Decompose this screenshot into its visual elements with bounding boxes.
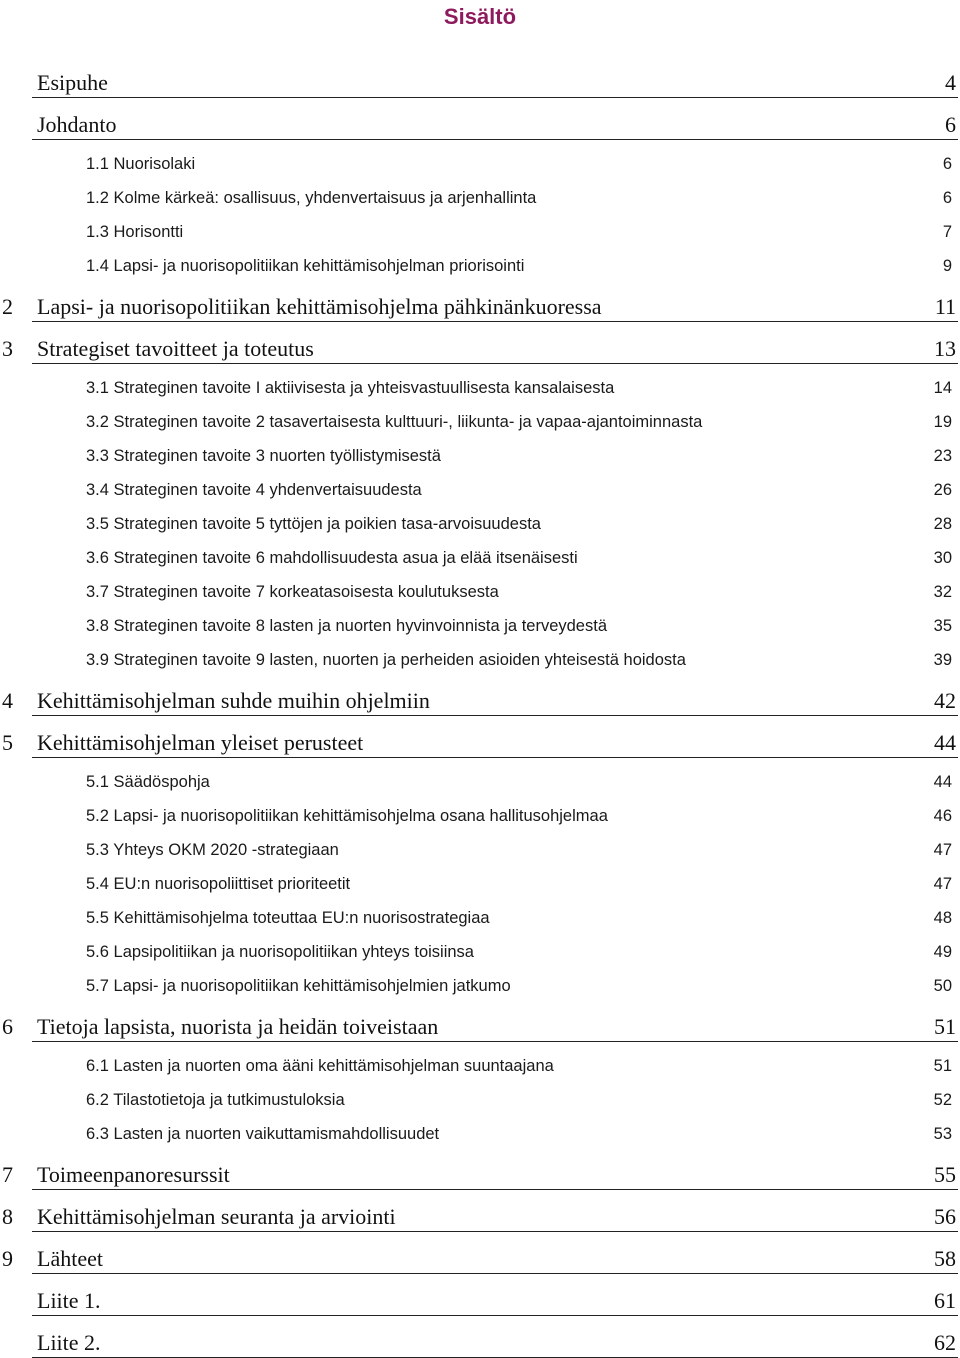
chapter-divider (32, 97, 958, 98)
chapter-page-number: 56 (934, 1204, 956, 1229)
section-page-number: 50 (933, 977, 952, 995)
chapter-divider (32, 1273, 958, 1274)
section-title: 3.3 Strateginen tavoite 3 nuorten työllistymisestä (86, 447, 441, 465)
toc-section[interactable] (0, 1088, 960, 1112)
chapter-number: 2 (2, 294, 13, 319)
section-page-number: 48 (933, 909, 952, 927)
section-page-number: 47 (933, 841, 952, 859)
section-page-number: 23 (933, 447, 952, 465)
section-title: 3.6 Strateginen tavoite 6 mahdollisuudesta asua ja elää itsenäisesti (86, 549, 578, 567)
chapter-number: 9 (2, 1246, 13, 1271)
toc-section[interactable] (0, 974, 960, 998)
chapter-divider (32, 715, 958, 716)
toc-section[interactable] (0, 906, 960, 930)
chapter-page-number: 13 (934, 336, 956, 361)
chapter-number: 3 (2, 336, 13, 361)
chapter-number: 6 (2, 1014, 13, 1039)
toc-section[interactable] (0, 376, 960, 400)
section-title: 5.2 Lapsi- ja nuorisopolitiikan kehittämisohjelma osana hallitusohjelmaa (86, 807, 608, 825)
toc-chapter[interactable] (0, 728, 960, 758)
section-page-number: 32 (933, 583, 952, 601)
chapter-title: Lapsi- ja nuorisopolitiikan kehittämisohjelma pähkinänkuoressa (37, 294, 602, 319)
chapter-title: Toimeenpanoresurssit (37, 1162, 230, 1187)
toc-section[interactable] (0, 410, 960, 434)
toc-section[interactable] (0, 648, 960, 672)
section-page-number: 35 (933, 617, 952, 635)
toc-section[interactable] (0, 1122, 960, 1146)
section-page-number: 47 (933, 875, 952, 893)
toc-chapter[interactable] (0, 1012, 960, 1042)
section-title: 5.3 Yhteys OKM 2020 -strategiaan (86, 841, 339, 859)
chapter-title: Liite 2. (37, 1330, 101, 1355)
chapter-page-number: 6 (945, 112, 956, 137)
chapter-title: Strategiset tavoitteet ja toteutus (37, 336, 314, 361)
section-page-number: 14 (933, 379, 952, 397)
chapter-number: 8 (2, 1204, 13, 1229)
toc-section[interactable] (0, 186, 960, 210)
section-page-number: 28 (933, 515, 952, 533)
chapter-page-number: 58 (934, 1246, 956, 1271)
toc-section[interactable] (0, 152, 960, 176)
chapter-divider (32, 1189, 958, 1190)
section-page-number: 44 (933, 773, 952, 791)
chapter-page-number: 11 (934, 294, 956, 319)
toc-section[interactable] (0, 254, 960, 278)
chapter-page-number: 55 (934, 1162, 956, 1187)
section-page-number: 7 (942, 223, 952, 241)
section-page-number: 39 (933, 651, 952, 669)
section-page-number: 30 (933, 549, 952, 567)
toc-chapter[interactable] (0, 1202, 960, 1232)
chapter-divider (32, 1231, 958, 1232)
toc-chapter[interactable] (0, 1286, 960, 1316)
chapter-number: 5 (2, 730, 13, 755)
chapter-title: Kehittämisohjelman yleiset perusteet (37, 730, 364, 755)
chapter-divider (32, 1315, 958, 1316)
section-title: 3.2 Strateginen tavoite 2 tasavertaisesta kulttuuri-, liikunta- ja vapaa-ajantoiminnasta (86, 413, 703, 431)
toc-section[interactable] (0, 872, 960, 896)
section-title: 1.1 Nuorisolaki (86, 155, 196, 173)
chapter-title: Liite 1. (37, 1288, 101, 1313)
section-title: 3.1 Strateginen tavoite I aktiivisesta ja yhteisvastuullisesta kansalaisesta (86, 379, 615, 397)
toc-section[interactable] (0, 580, 960, 604)
section-title: 5.6 Lapsipolitiikan ja nuorisopolitiikan yhteys toisiinsa (86, 943, 474, 961)
toc-section[interactable] (0, 512, 960, 536)
toc-section[interactable] (0, 1054, 960, 1078)
section-page-number: 53 (933, 1125, 952, 1143)
section-title: 5.5 Kehittämisohjelma toteuttaa EU:n nuorisostrategiaa (86, 909, 490, 927)
chapter-divider (32, 363, 958, 364)
toc-section[interactable] (0, 804, 960, 828)
chapter-title: Lähteet (37, 1246, 103, 1271)
chapter-title: Johdanto (37, 112, 117, 137)
section-page-number: 49 (933, 943, 952, 961)
chapter-page-number: 61 (934, 1288, 956, 1313)
section-title: 6.2 Tilastotietoja ja tutkimustuloksia (86, 1091, 345, 1109)
chapter-divider (32, 1041, 958, 1042)
chapter-number: 7 (2, 1162, 13, 1187)
section-title: 6.3 Lasten ja nuorten vaikuttamismahdollisuudet (86, 1125, 440, 1143)
chapter-page-number: 4 (945, 70, 956, 95)
section-title: 3.8 Strateginen tavoite 8 lasten ja nuorten hyvinvoinnista ja terveydestä (86, 617, 607, 635)
toc-chapter[interactable] (0, 292, 960, 322)
toc-section[interactable] (0, 546, 960, 570)
toc-chapter[interactable] (0, 1328, 960, 1358)
chapter-page-number: 42 (934, 688, 956, 713)
section-title: 5.1 Säädöspohja (86, 773, 210, 791)
chapter-page-number: 62 (934, 1330, 956, 1355)
section-title: 6.1 Lasten ja nuorten oma ääni kehittämisohjelman suuntaajana (86, 1057, 554, 1075)
chapter-title: Esipuhe (37, 70, 108, 95)
chapter-page-number: 44 (934, 730, 956, 755)
toc-section[interactable] (0, 444, 960, 468)
toc-section[interactable] (0, 940, 960, 964)
toc-chapter[interactable] (0, 686, 960, 716)
page-title: Sisältö (443, 4, 517, 29)
section-title: 1.2 Kolme kärkeä: osallisuus, yhdenvertaisuus ja arjenhallinta (86, 189, 537, 207)
toc-chapter[interactable] (0, 1160, 960, 1190)
section-title: 1.4 Lapsi- ja nuorisopolitiikan kehittämisohjelman priorisointi (86, 257, 525, 275)
section-page-number: 6 (942, 189, 952, 207)
section-page-number: 52 (933, 1091, 952, 1109)
toc-chapter[interactable] (0, 1244, 960, 1274)
toc-section[interactable] (0, 220, 960, 244)
chapter-page-number: 51 (934, 1014, 956, 1039)
section-page-number: 46 (933, 807, 952, 825)
toc-chapter[interactable] (0, 334, 960, 364)
chapter-number: 4 (2, 688, 13, 713)
toc-section[interactable] (0, 838, 960, 862)
section-page-number: 51 (933, 1057, 952, 1075)
toc-section[interactable] (0, 614, 960, 638)
section-title: 5.4 EU:n nuorisopoliittiset prioriteetit (86, 875, 351, 893)
chapter-divider (32, 757, 958, 758)
chapter-title: Kehittämisohjelman suhde muihin ohjelmiin (37, 688, 430, 713)
section-title: 5.7 Lapsi- ja nuorisopolitiikan kehittämisohjelmien jatkumo (86, 977, 511, 995)
chapter-title: Tietoja lapsista, nuorista ja heidän toiveistaan (37, 1014, 439, 1039)
section-title: 3.5 Strateginen tavoite 5 tyttöjen ja poikien tasa-arvoisuudesta (86, 515, 541, 533)
section-title: 3.4 Strateginen tavoite 4 yhdenvertaisuudesta (86, 481, 422, 499)
toc-section[interactable] (0, 770, 960, 794)
section-title: 1.3 Horisontti (86, 223, 184, 241)
toc-chapter[interactable] (0, 110, 960, 140)
section-title: 3.9 Strateginen tavoite 9 lasten, nuorten ja perheiden asioiden yhteisestä hoidosta (86, 651, 686, 669)
section-page-number: 6 (942, 155, 952, 173)
section-title: 3.7 Strateginen tavoite 7 korkeatasoisesta koulutuksesta (86, 583, 499, 601)
chapter-title: Kehittämisohjelman seuranta ja arviointi (37, 1204, 396, 1229)
chapter-divider (32, 321, 958, 322)
section-page-number: 19 (933, 413, 952, 431)
chapter-divider (32, 139, 958, 140)
toc-section[interactable] (0, 478, 960, 502)
section-page-number: 9 (942, 257, 952, 275)
section-page-number: 26 (933, 481, 952, 499)
toc-chapter[interactable] (0, 68, 960, 98)
